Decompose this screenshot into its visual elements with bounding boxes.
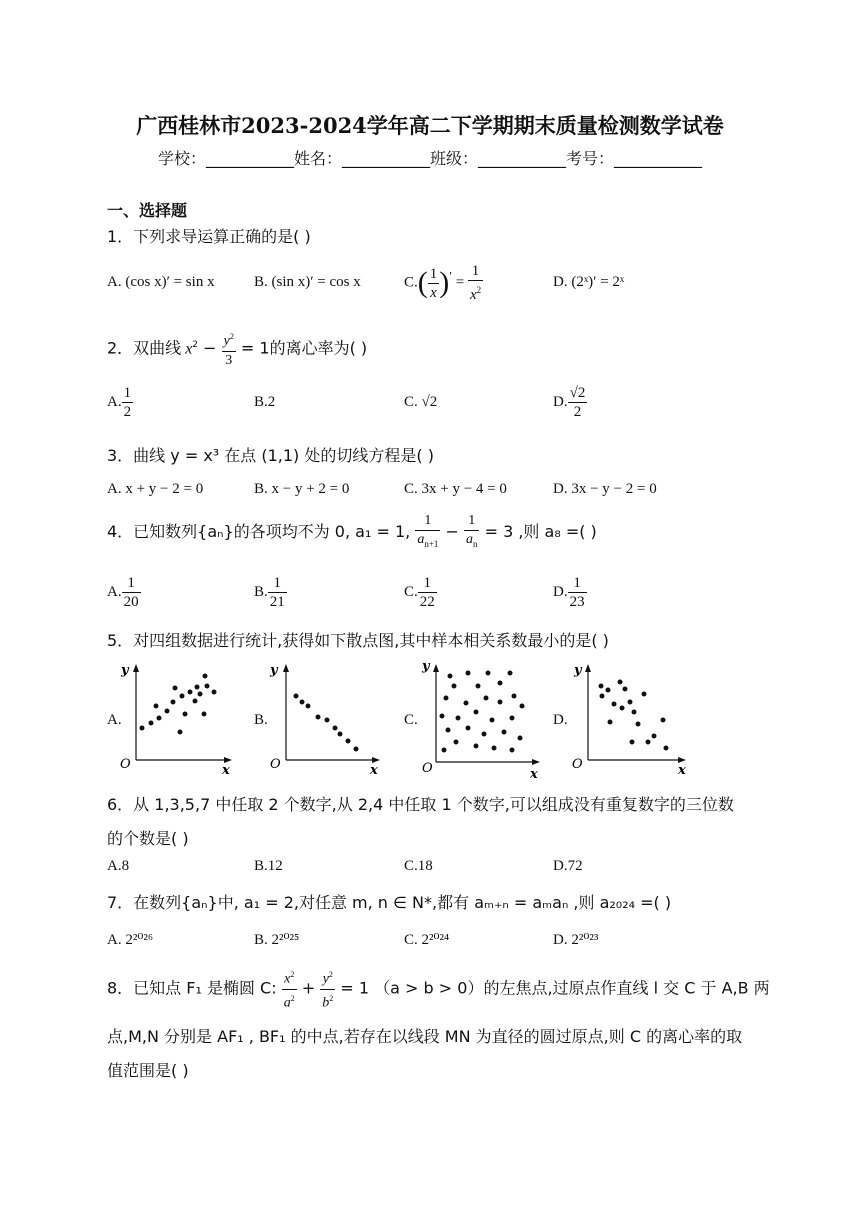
q5-option-a-label: A. [107,712,122,728]
y-axis-label: y [121,663,129,678]
svg-text:y: y [270,663,278,678]
question-6-stem-line2: 的个数是( ) [107,829,189,848]
q4-option-d: D. $\frac{1}{23}$ [553,575,585,610]
q1-option-d: D. (2ˣ)′ = 2ˣ [553,274,625,290]
q3-option-d: D. 3x − y − 2 = 0 [553,481,657,497]
question-2-stem: 2．双曲线 $x^2$ − $\frac{y^2}{3}$ = 1的离心率为( ) [107,328,367,370]
question-8-line3: 值范围是( ) [107,1061,189,1080]
scatter-plot-b [266,656,384,778]
q1-option-b: B. (sin x)′ = cos x [254,274,361,290]
svg-text:y: y [574,663,582,678]
scatter-plot-c [418,656,544,780]
scatter-plot-a [118,656,236,778]
svg-text:y: y [422,659,430,674]
section-heading: 一、选择题 [107,201,188,220]
question-1-stem: 1．下列求导运算正确的是( ) [107,227,311,246]
q2-option-d: D. $\frac{√2}{2}$ [553,385,586,420]
q3-option-b: B. x − y + 2 = 0 [254,481,350,497]
q4-option-c: C. $\frac{1}{22}$ [404,575,435,610]
svg-text:x: x [370,763,378,778]
question-4-stem: 4．已知数列{aₙ}的各项均不为 0, a₁ = 1, $\frac{1}{a_{n+1}}$ − $\frac{1}{a_n}$ = 3 ,则 a₈ =( ) [107,513,597,549]
question-6-stem-line1: 6．从 1,3,5,7 中任取 2 个数字,从 2,4 中任取 1 个数字,可以组成没有重复数字的三位数 [107,795,734,814]
scatter-plot-d [570,656,692,778]
q3-option-a: A. x + y − 2 = 0 [107,481,204,497]
question-3-stem: 3．曲线 y = x³ 在点 (1,1) 处的切线方程是( ) [107,446,434,465]
q7-option-b: B. 2²⁰²⁵ [254,932,300,948]
q3-option-c: C. 3x + y − 4 = 0 [404,481,507,497]
q5-option-d-label: D. [553,712,568,728]
q4-option-a: A. $\frac{1}{20}$ [107,575,139,610]
svg-text:x: x [678,763,686,778]
svg-text:O: O [422,761,433,776]
svg-text:O: O [572,757,583,772]
q6-option-a: A.8 [107,858,130,874]
q4-option-b: B. $\frac{1}{21}$ [254,575,285,610]
q2-option-a: A. $\frac{1}{2}$ [107,385,132,420]
page-title: 广西桂林市2023-2024学年高二下学期期末质量检测数学试卷 [136,113,724,138]
q2-option-b: B.2 [254,394,276,410]
q6-option-d: D.72 [553,858,583,874]
svg-text:O: O [270,757,281,772]
q5-option-c-label: C. [404,712,418,728]
q7-option-d: D. 2²⁰²³ [553,932,599,948]
svg-text:x: x [530,767,538,780]
q1-option-a: A. (cos x)′ = sin x [107,274,215,290]
q6-option-c: C.18 [404,858,433,874]
question-8-line2: 点,M,N 分别是 AF₁ , BF₁ 的中点,若存在以线段 MN 为直径的圆过原点,则 C 的离心率的取 [107,1027,743,1046]
question-8-line1: 8．已知点 F₁ 是椭圆 C: $\frac{x^2}{a^2}$ + $\frac{y^2}{b^2}$ = 1 （a > b > 0）的左焦点,过原点作直线 l 交 C 于 A,B 两 [107,966,770,1012]
question-7-stem: 7．在数列{aₙ}中, a₁ = 2,对任意 m, n ∈ N*,都有 aₘ₊ₙ = aₘaₙ ,则 a₂₀₂₄ =( ) [107,893,672,912]
q1-option-c: C.( $\frac{1}{x}$ )′ = $\frac{1}{x^2}$ [404,263,482,303]
origin-label: O [120,757,131,772]
q2-option-c: C. √2 [404,394,438,410]
x-axis-label: x [222,763,230,778]
question-5-stem: 5．对四组数据进行统计,获得如下散点图,其中样本相关系数最小的是( ) [107,631,609,650]
q7-option-c: C. 2²⁰²⁴ [404,932,450,948]
q6-option-b: B.12 [254,858,283,874]
q7-option-a: A. 2²⁰²⁶ [107,932,154,948]
student-info-line: 学校：___________姓名：___________班级：___________考号：___________ [157,149,702,168]
q5-option-b-label: B. [254,712,268,728]
